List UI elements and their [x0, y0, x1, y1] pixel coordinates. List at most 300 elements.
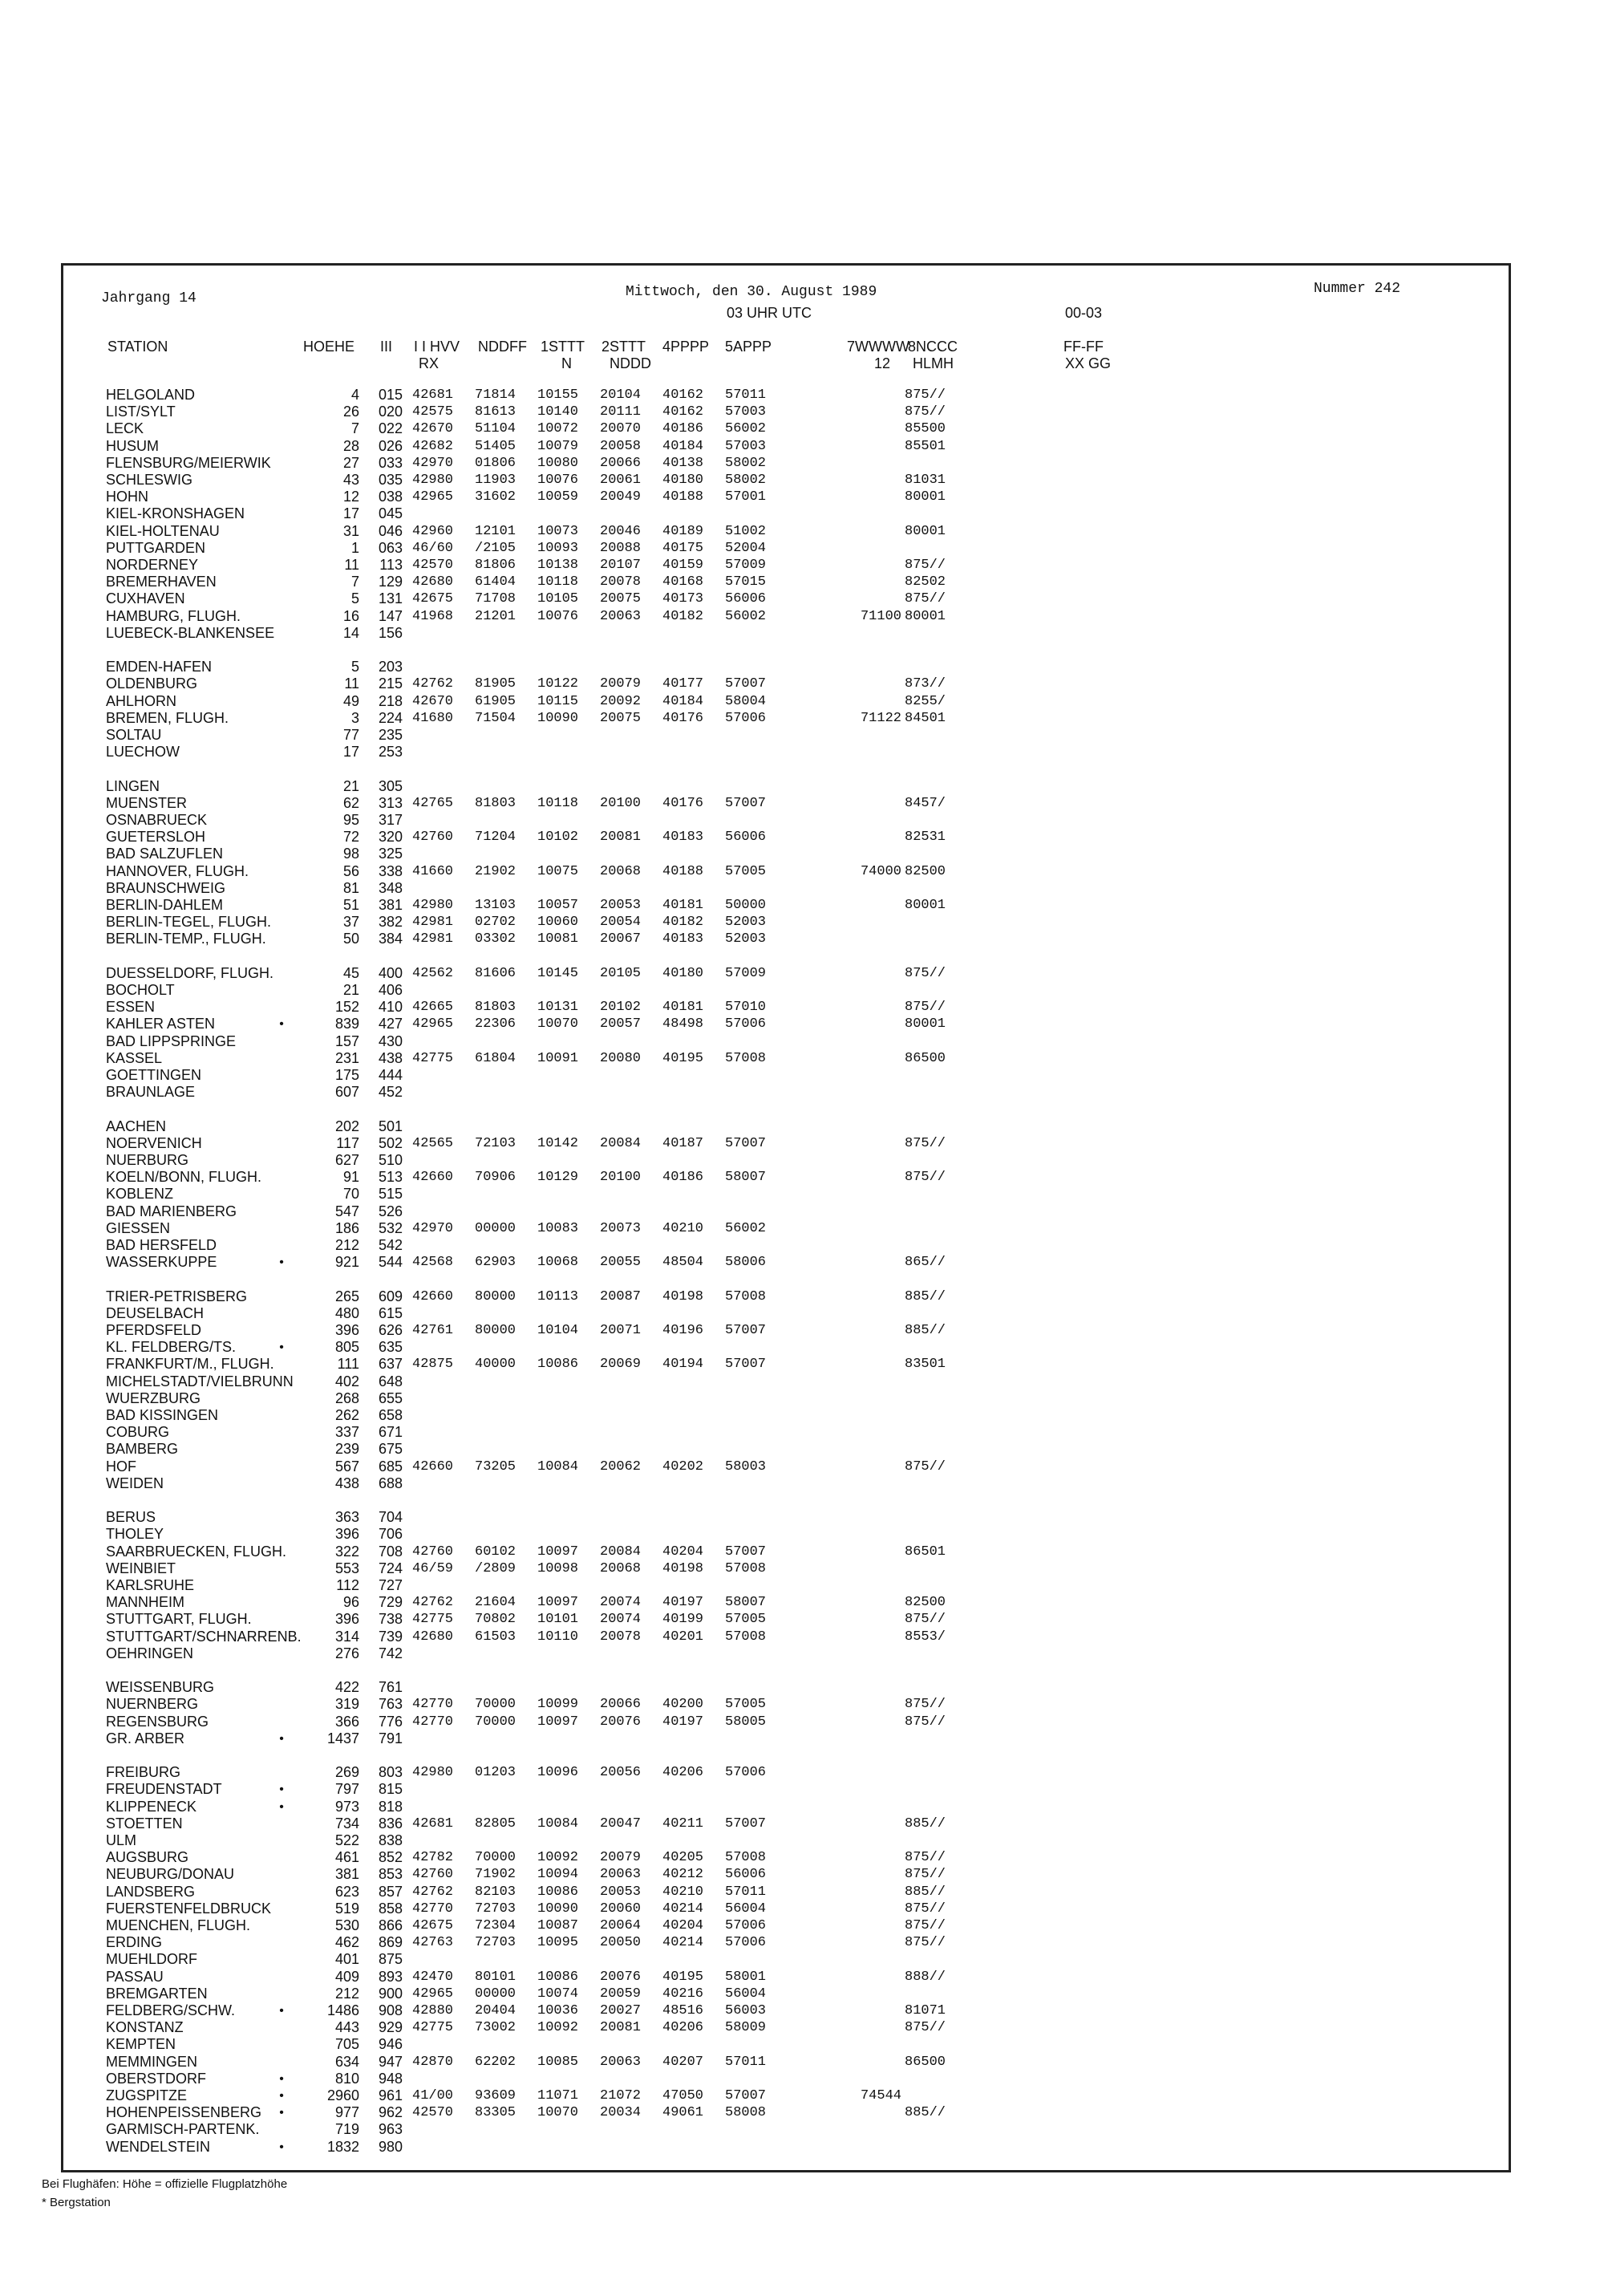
- station-name: KLIPPENECK: [106, 1798, 197, 1815]
- table-row: [0, 1339, 1604, 1356]
- station-iii: 430: [378, 1032, 403, 1049]
- group-8: 85500: [905, 421, 946, 437]
- group-2: 62202: [475, 2054, 516, 2070]
- station-hoehe: 98: [342, 846, 359, 862]
- group-1: 42760: [412, 1867, 454, 1883]
- group-5: 40173: [662, 591, 704, 607]
- station-hoehe: 797: [334, 1781, 359, 1798]
- group-8: 83501: [905, 1357, 946, 1373]
- group-6: 57007: [725, 1544, 767, 1560]
- group-5: 40199: [662, 1612, 704, 1628]
- table-row: [0, 863, 1604, 880]
- station-iii: 427: [378, 1016, 403, 1032]
- group-5: 40197: [662, 1595, 704, 1611]
- group-5: 40182: [662, 915, 704, 931]
- station-name: WEINBIET: [106, 1560, 176, 1576]
- group-1: 42681: [412, 387, 454, 403]
- station-name: SCHLESWIG: [106, 472, 193, 488]
- station-hoehe: 522: [334, 1832, 359, 1848]
- group-5: 40197: [662, 1714, 704, 1730]
- group-8: 875//: [905, 1458, 946, 1475]
- table-row: [0, 557, 1604, 574]
- group-2: 82805: [475, 1815, 516, 1832]
- group-3: 10098: [537, 1560, 579, 1576]
- station-hoehe: 480: [334, 1304, 359, 1321]
- group-2: 21201: [475, 608, 516, 624]
- group-4: 20053: [600, 898, 642, 913]
- group-6: 57011: [725, 387, 767, 403]
- station-name: OEHRINGEN: [106, 1645, 194, 1661]
- station-iii: 410: [378, 999, 403, 1016]
- group-7: 74000: [860, 863, 901, 879]
- group-4: 20102: [600, 1000, 642, 1016]
- group-6: 58005: [725, 1714, 767, 1730]
- group-5: 40189: [662, 523, 704, 539]
- station-iii: 022: [378, 420, 403, 437]
- group-1: 42470: [412, 1969, 454, 1985]
- station-hoehe: 634: [334, 2053, 359, 2070]
- table-row: [0, 2139, 1604, 2156]
- table-row: [0, 1135, 1604, 1152]
- table-row: [0, 1781, 1604, 1798]
- table-row: [0, 1509, 1604, 1526]
- group-2: 93609: [475, 2088, 516, 2103]
- group-2: 51104: [475, 421, 516, 437]
- group-8: 875//: [905, 1935, 946, 1951]
- table-row: [0, 1237, 1604, 1254]
- station-hoehe: 31: [342, 522, 359, 539]
- station-hoehe: 17: [342, 505, 359, 522]
- mountain-marker: •: [279, 2106, 284, 2120]
- station-iii: 858: [378, 1900, 403, 1917]
- group-3: 10092: [537, 2020, 579, 2036]
- station-iii: 727: [378, 1577, 403, 1593]
- station-hoehe: 16: [342, 607, 359, 624]
- station-hoehe: 322: [334, 1543, 359, 1560]
- group-2: 21902: [475, 863, 516, 879]
- station-name: AHLHORN: [106, 692, 177, 709]
- station-iii: 836: [378, 1815, 403, 1832]
- col-4-subheader: NDDD: [610, 355, 651, 371]
- group-2: 72703: [475, 1935, 516, 1951]
- station-iii: 908: [378, 2002, 403, 2018]
- group-2: 80000: [475, 1288, 516, 1304]
- group-2: 61804: [475, 1050, 516, 1066]
- group-6: 58007: [725, 1170, 767, 1186]
- col-hoehe-header: HOEHE: [303, 339, 355, 355]
- group-6: 52003: [725, 915, 767, 931]
- group-2: 82103: [475, 1884, 516, 1900]
- col-1-header: I I HVV: [414, 339, 460, 355]
- col-8-header: 8NCCC: [908, 339, 958, 355]
- mountain-marker: •: [279, 2004, 284, 2018]
- group-3: 10073: [537, 523, 579, 539]
- station-name: BERLIN-DAHLEM: [106, 897, 224, 913]
- station-name: FLENSBURG/MEIERWIK: [106, 454, 271, 471]
- table-row: [0, 2104, 1604, 2121]
- station-hoehe: 553: [334, 1560, 359, 1576]
- station-hoehe: 839: [334, 1016, 359, 1032]
- station-hoehe: 112: [336, 1577, 359, 1593]
- group-3: 10110: [537, 1629, 579, 1645]
- group-1: 42565: [412, 1135, 454, 1151]
- group-4: 20076: [600, 1714, 642, 1730]
- group-4: 20049: [600, 489, 642, 505]
- group-3: 10075: [537, 863, 579, 879]
- station-name: WUERZBURG: [106, 1389, 200, 1406]
- station-hoehe: 607: [334, 1084, 359, 1101]
- station-iii: 615: [378, 1304, 403, 1321]
- table-row: [0, 455, 1604, 472]
- table-row: [0, 965, 1604, 982]
- station-hoehe: 2960: [326, 2087, 359, 2103]
- group-1: 42760: [412, 830, 454, 846]
- group-6: 57007: [725, 2088, 767, 2103]
- group-2: 02702: [475, 915, 516, 931]
- station-name: BERLIN-TEMP., FLUGH.: [106, 931, 266, 947]
- station-name: BRAUNSCHWEIG: [106, 879, 226, 896]
- group-6: 56006: [725, 1867, 767, 1883]
- group-3: 10129: [537, 1170, 579, 1186]
- station-name: KL. FELDBERG/TS.: [106, 1339, 237, 1356]
- group-8: 82502: [905, 574, 946, 590]
- station-iii: 866: [378, 1917, 403, 1933]
- station-iii: 305: [378, 777, 403, 794]
- station-name: NOERVENICH: [106, 1134, 202, 1151]
- group-6: 57001: [725, 489, 767, 505]
- group-3: 10142: [537, 1135, 579, 1151]
- group-6: 58007: [725, 1595, 767, 1611]
- col-9-header: FF-FF: [1063, 339, 1104, 355]
- group-4: 20075: [600, 710, 642, 726]
- group-5: 40188: [662, 489, 704, 505]
- station-iii: 948: [378, 2070, 403, 2087]
- station-hoehe: 276: [334, 1645, 359, 1661]
- station-hoehe: 268: [334, 1389, 359, 1406]
- group-2: 83305: [475, 2105, 516, 2121]
- station-name: DUESSELDORF, FLUGH.: [106, 964, 274, 981]
- station-name: PFERDSFELD: [106, 1322, 202, 1338]
- group-1: 42980: [412, 1765, 454, 1781]
- station-hoehe: 396: [334, 1611, 359, 1628]
- station-iii: 502: [378, 1134, 403, 1151]
- group-4: 20111: [600, 404, 642, 420]
- col-3-header: 1STTT: [541, 339, 585, 355]
- station-iii: 320: [378, 829, 403, 846]
- station-hoehe: 627: [334, 1152, 359, 1168]
- group-6: 58002: [725, 473, 767, 488]
- station-iii: 648: [378, 1373, 403, 1389]
- station-hoehe: 49: [342, 692, 359, 709]
- group-3: 10070: [537, 1016, 579, 1032]
- station-iii: 763: [378, 1696, 403, 1713]
- group-1: 42660: [412, 1458, 454, 1475]
- station-name: BREMGARTEN: [106, 1985, 208, 2002]
- table-row: [0, 1730, 1604, 1747]
- group-4: 20057: [600, 1016, 642, 1032]
- station-name: HANNOVER, FLUGH.: [106, 862, 249, 879]
- table-row: [0, 2036, 1604, 2053]
- report-number: Nummer 242: [1314, 281, 1401, 297]
- station-hoehe: 50: [342, 931, 359, 947]
- station-name: BAD SALZUFLEN: [106, 846, 224, 862]
- group-1: 42562: [412, 965, 454, 981]
- station-name: DEUSELBACH: [106, 1304, 205, 1321]
- station-hoehe: 438: [334, 1475, 359, 1491]
- group-3: 10097: [537, 1714, 579, 1730]
- group-1: 41680: [412, 710, 454, 726]
- group-8: 875//: [905, 1900, 946, 1917]
- station-iii: 038: [378, 489, 403, 505]
- station-hoehe: 1486: [326, 2002, 359, 2018]
- group-4: 20062: [600, 1458, 642, 1475]
- station-hoehe: 152: [334, 999, 359, 1016]
- group-2: 71708: [475, 591, 516, 607]
- table-row: [0, 1866, 1604, 1883]
- station-iii: 962: [378, 2104, 403, 2121]
- group-4: 20084: [600, 1135, 642, 1151]
- station-iii: 026: [378, 437, 403, 454]
- group-8: 80001: [905, 1016, 946, 1032]
- station-hoehe: 11: [344, 675, 359, 692]
- group-8: 875//: [905, 1867, 946, 1883]
- group-8: 875//: [905, 965, 946, 981]
- table-row: [0, 1679, 1604, 1696]
- station-name: FREUDENSTADT: [106, 1781, 222, 1798]
- station-iii: 400: [378, 964, 403, 981]
- table-row: [0, 1560, 1604, 1577]
- group-1: 42965: [412, 1016, 454, 1032]
- table-row: [0, 387, 1604, 404]
- group-4: 20034: [600, 2105, 642, 2121]
- station-hoehe: 363: [334, 1509, 359, 1526]
- group-5: 40188: [662, 863, 704, 879]
- station-name: LINGEN: [106, 777, 160, 794]
- group-6: 57006: [725, 1918, 767, 1933]
- station-name: BREMEN, FLUGH.: [106, 709, 229, 726]
- group-6: 57006: [725, 1765, 767, 1781]
- station-name: WENDELSTEIN: [106, 2138, 211, 2155]
- station-name: BERLIN-TEGEL, FLUGH.: [106, 914, 272, 931]
- table-row: [0, 897, 1604, 914]
- group-1: 41660: [412, 863, 454, 879]
- table-row: [0, 1305, 1604, 1322]
- station-name: BAD HERSFELD: [106, 1237, 217, 1253]
- group-6: 56004: [725, 1986, 767, 2002]
- station-hoehe: 443: [334, 2019, 359, 2036]
- group-3: 10096: [537, 1765, 579, 1781]
- table-row: [0, 1220, 1604, 1237]
- group-2: 81905: [475, 676, 516, 692]
- group-7: 71122: [860, 710, 901, 726]
- station-iii: 963: [378, 2121, 403, 2138]
- group-1: 42680: [412, 1629, 454, 1645]
- group-6: 57011: [725, 2054, 767, 2070]
- station-name: MUENCHEN, FLUGH.: [106, 1917, 251, 1933]
- group-4: 20027: [600, 2003, 642, 2018]
- station-hoehe: 5: [350, 590, 359, 607]
- group-6: 57003: [725, 438, 767, 454]
- station-name: BRAUNLAGE: [106, 1084, 196, 1101]
- group-5: 40212: [662, 1867, 704, 1883]
- group-2: 61404: [475, 574, 516, 590]
- station-name: MANNHEIM: [106, 1594, 184, 1611]
- group-2: 71902: [475, 1867, 516, 1883]
- group-6: 56002: [725, 1220, 767, 1236]
- table-row: [0, 1458, 1604, 1475]
- table-row: [0, 1526, 1604, 1543]
- station-iii: 742: [378, 1645, 403, 1661]
- group-2: /2809: [475, 1560, 516, 1576]
- table-row: [0, 1969, 1604, 1986]
- station-hoehe: 973: [334, 1798, 359, 1815]
- group-7: 74544: [860, 2088, 901, 2103]
- mountain-marker: •: [279, 2089, 284, 2103]
- station-iii: 875: [378, 1951, 403, 1968]
- group-3: 10085: [537, 2054, 579, 2070]
- group-2: 51405: [475, 438, 516, 454]
- group-6: 50000: [725, 898, 767, 913]
- group-1: 42681: [412, 1815, 454, 1832]
- table-row: [0, 1390, 1604, 1407]
- station-iii: 815: [378, 1781, 403, 1798]
- mountain-marker: •: [279, 1255, 284, 1270]
- station-name: BREMERHAVEN: [106, 574, 217, 590]
- group-4: 20070: [600, 421, 642, 437]
- table-row: [0, 1084, 1604, 1101]
- table-row: [0, 505, 1604, 522]
- station-iii: 325: [378, 846, 403, 862]
- table-row: [0, 1016, 1604, 1032]
- group-3: 10091: [537, 1050, 579, 1066]
- station-hoehe: 422: [334, 1679, 359, 1696]
- station-hoehe: 719: [334, 2121, 359, 2138]
- group-6: 57003: [725, 404, 767, 420]
- table-row: [0, 829, 1604, 846]
- mountain-marker: •: [279, 1783, 284, 1797]
- group-1: 42763: [412, 1935, 454, 1951]
- station-name: WEISSENBURG: [106, 1679, 215, 1696]
- station-hoehe: 111: [337, 1356, 359, 1373]
- station-name: MUENSTER: [106, 794, 188, 811]
- group-8: 873//: [905, 676, 946, 692]
- group-5: 40159: [662, 558, 704, 573]
- group-5: 40187: [662, 1135, 704, 1151]
- group-4: 20046: [600, 523, 642, 539]
- station-name: ULM: [106, 1832, 137, 1848]
- table-row: [0, 1373, 1604, 1390]
- station-hoehe: 27: [342, 454, 359, 471]
- group-3: 10079: [537, 438, 579, 454]
- group-5: 40206: [662, 1765, 704, 1781]
- station-hoehe: 212: [334, 1237, 359, 1253]
- station-name: CUXHAVEN: [106, 590, 185, 607]
- col-7-subheader: 12: [874, 355, 891, 371]
- station-iii: 338: [378, 862, 403, 879]
- station-iii: 532: [378, 1219, 403, 1236]
- station-hoehe: 117: [336, 1134, 359, 1151]
- station-iii: 501: [378, 1118, 403, 1134]
- station-iii: 020: [378, 404, 403, 420]
- group-1: 41968: [412, 608, 454, 624]
- group-6: 52003: [725, 931, 767, 947]
- group-6: 52004: [725, 540, 767, 556]
- group-1: 41/00: [412, 2088, 454, 2103]
- group-1: 42675: [412, 1918, 454, 1933]
- col-5-header: 4PPPP: [662, 339, 710, 355]
- group-1: 42980: [412, 473, 454, 488]
- group-3: 11071: [537, 2088, 579, 2103]
- station-iii: 626: [378, 1322, 403, 1338]
- group-2: 21604: [475, 1595, 516, 1611]
- station-name: GOETTINGEN: [106, 1067, 202, 1083]
- group-5: 40184: [662, 693, 704, 709]
- group-1: 42670: [412, 693, 454, 709]
- station-iii: 818: [378, 1798, 403, 1815]
- station-name: ERDING: [106, 1934, 163, 1951]
- group-2: /2105: [475, 540, 516, 556]
- group-1: 42980: [412, 898, 454, 913]
- group-5: 40206: [662, 2020, 704, 2036]
- group-6: 57009: [725, 558, 767, 573]
- station-iii: 869: [378, 1934, 403, 1951]
- station-hoehe: 381: [334, 1866, 359, 1883]
- group-1: 42965: [412, 1986, 454, 2002]
- station-iii: 218: [378, 692, 403, 709]
- mountain-marker: •: [279, 2140, 284, 2154]
- group-8: 875//: [905, 558, 946, 573]
- group-4: 20055: [600, 1255, 642, 1271]
- station-name: AACHEN: [106, 1118, 167, 1134]
- table-row: [0, 523, 1604, 540]
- group-2: 20404: [475, 2003, 516, 2018]
- col-6-header: 5APPP: [725, 339, 772, 355]
- group-8: 885//: [905, 1815, 946, 1832]
- table-row: [0, 1475, 1604, 1492]
- station-iii: 382: [378, 914, 403, 931]
- table-row: [0, 489, 1604, 505]
- table-row: [0, 1986, 1604, 2002]
- table-row: [0, 846, 1604, 862]
- group-4: 20073: [600, 1220, 642, 1236]
- station-hoehe: 269: [334, 1764, 359, 1781]
- group-6: 56002: [725, 608, 767, 624]
- group-1: 42675: [412, 591, 454, 607]
- station-iii: 381: [378, 897, 403, 913]
- group-6: 57005: [725, 863, 767, 879]
- station-iii: 961: [378, 2087, 403, 2103]
- station-hoehe: 530: [334, 1917, 359, 1933]
- group-8: 885//: [905, 1288, 946, 1304]
- station-hoehe: 7: [350, 574, 359, 590]
- table-row: [0, 574, 1604, 590]
- station-name: PASSAU: [106, 1968, 164, 1985]
- station-hoehe: 11: [344, 557, 359, 573]
- report-date: Mittwoch, den 30. August 1989: [626, 284, 877, 300]
- group-8: 875//: [905, 1714, 946, 1730]
- group-5: 40184: [662, 438, 704, 454]
- station-iii: 803: [378, 1764, 403, 1781]
- station-name: OBERSTDORF: [106, 2070, 207, 2087]
- station-name: BAD MARIENBERG: [106, 1203, 237, 1219]
- station-name: WASSERKUPPE: [106, 1254, 217, 1271]
- group-1: 42570: [412, 558, 454, 573]
- group-2: 71814: [475, 387, 516, 403]
- group-6: 57008: [725, 1050, 767, 1066]
- group-4: 20078: [600, 574, 642, 590]
- table-row: [0, 1884, 1604, 1900]
- station-iii: 452: [378, 1084, 403, 1101]
